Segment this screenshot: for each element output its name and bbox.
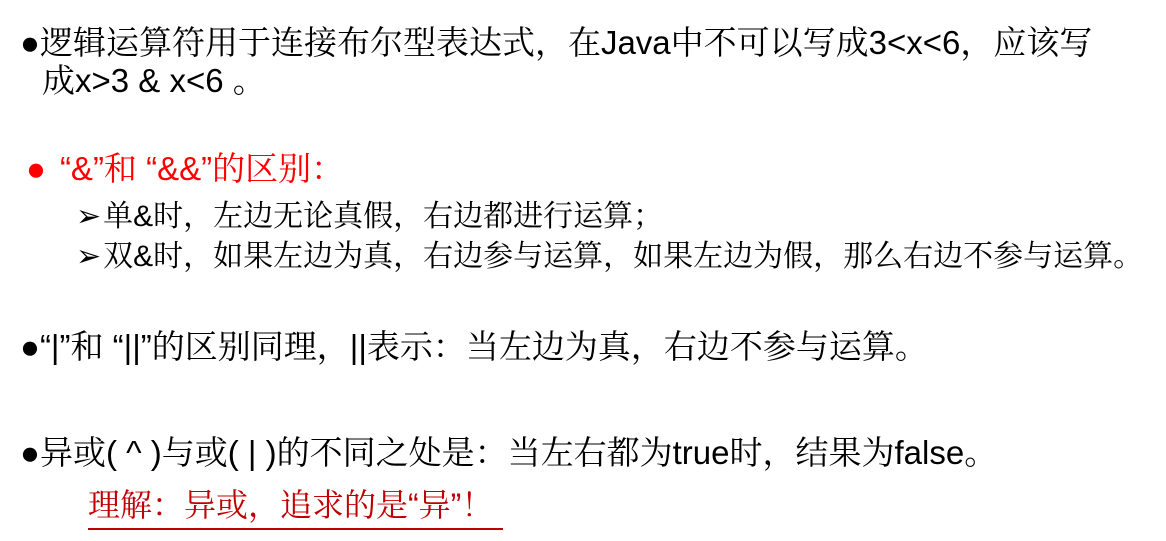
sub-bullet-double-amp-text: 双&时，如果左边为真，右边参与运算，如果左边为假，那么右边不参与运算。 (103, 240, 1144, 273)
bullet-xor-vs-or-text: 异或( ^ )与或( | )的不同之处是：当左右都为true时，结果为false。 (39, 434, 998, 471)
arrow-bullet-icon: ➢ (76, 200, 102, 233)
arrow-bullet-icon: ➢ (76, 240, 102, 273)
bullet-icon: ● (20, 328, 40, 365)
bullet-logical-operators (20, 24, 1092, 100)
bullet-logical-operators-line1 (20, 24, 1092, 62)
bullet-xor-vs-or (20, 434, 997, 472)
xor-understanding-note-text: 理解：异或，追求的是“异”！ (88, 487, 494, 523)
bullet-icon: ● (20, 24, 40, 61)
bullet-logical-operators-text2: 成x>3 & x<6 。 (42, 62, 266, 99)
bullet-icon: ● (26, 150, 46, 187)
sub-bullet-single-amp-text: 单&时，左边无论真假，右边都进行运算； (103, 200, 664, 233)
sub-bullet-single-amp (76, 199, 663, 235)
bullet-amp-vs-ampamp-heading (26, 150, 344, 188)
bullet-icon: ● (20, 434, 40, 471)
bullet-pipe-vs-pipepipe-text: “|”和 “||”的区别同理，||表示：当左边为真，右边不参与运算。 (39, 328, 928, 365)
xor-understanding-note (88, 486, 503, 530)
bullet-logical-operators-line2 (42, 62, 1092, 100)
bullet-amp-vs-ampamp-text: “&”和 “&&”的区别： (59, 150, 345, 187)
bullet-pipe-vs-pipepipe (20, 328, 928, 366)
bullet-logical-operators-text1: 逻辑运算符用于连接布尔型表达式，在Java中不可以写成3<x<6，应该写 (39, 24, 1093, 61)
sub-bullet-double-amp (76, 239, 1143, 275)
